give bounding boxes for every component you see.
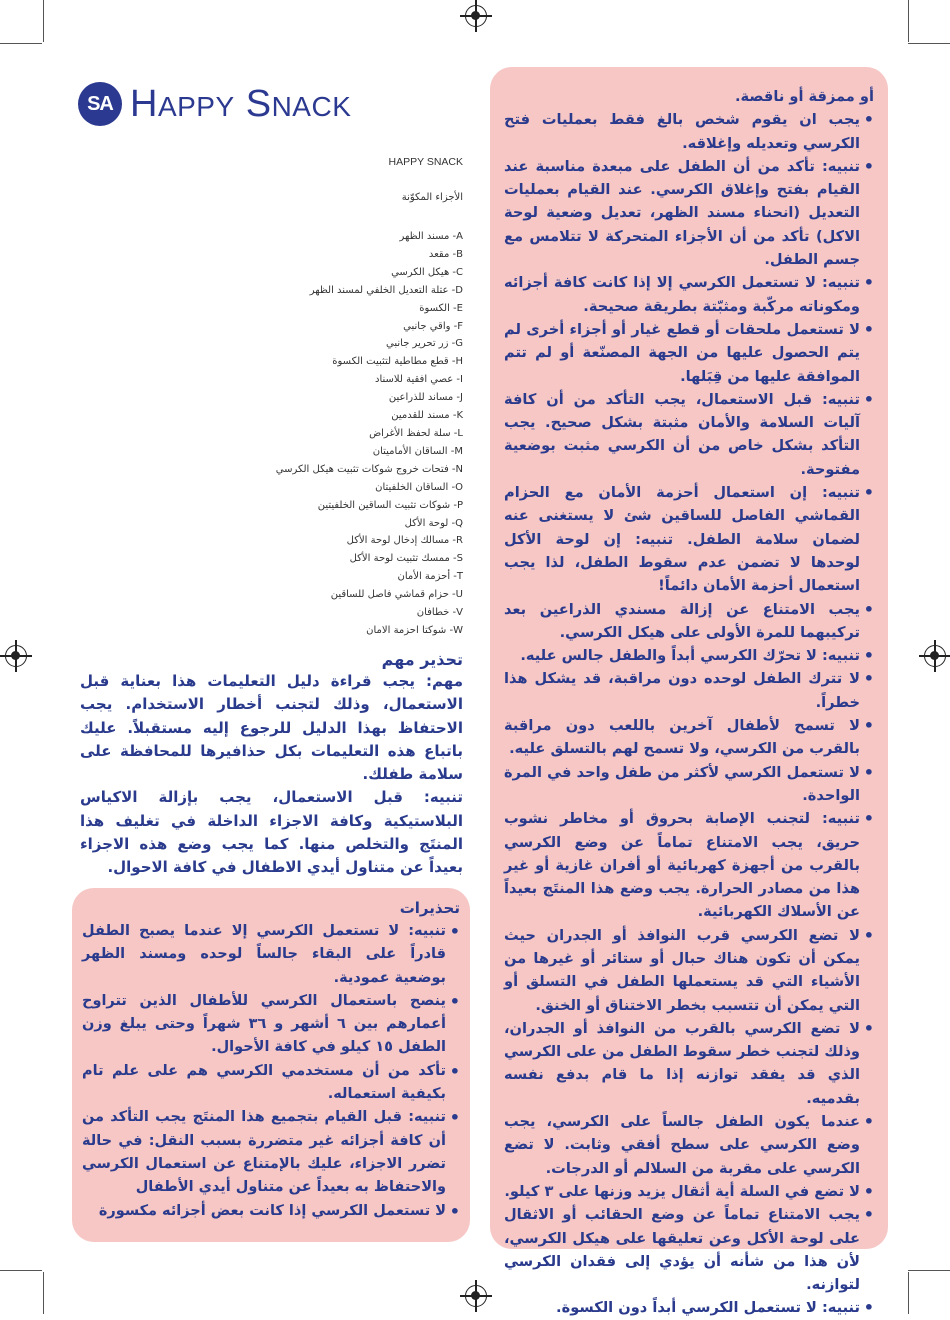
registration-mark-icon	[465, 5, 487, 27]
parts-list-item: U- حزام قماشي فاصل للساقين	[330, 589, 463, 601]
parts-list-item: V- خطافان	[416, 607, 463, 619]
warning-item: • يجب ان يقوم شخص بالغ فقط بعمليات فتح الكرسي وتعديله وإغلاقه.	[504, 108, 874, 155]
registration-mark-icon	[924, 645, 946, 667]
warning-item: • تنبيه: لتجنب الإصابة بحروق أو مخاطر نشوب حريق، يجب الامتناع تماماً عن وضع الكرسي بالقرب من أجهزة كهربائية أو أفران غازية أو غير هذا من مصادر الحرارة. يجب وضع هذا المنتَج بعيداً عن الأسلاك الكهربائية.	[504, 807, 874, 923]
brand-logo	[78, 80, 351, 128]
warning-item: • لا تستعمل الكرسي لأكثر من طفل واحد في المرة الواحدة.	[504, 761, 874, 808]
crop-mark	[908, 1270, 950, 1271]
parts-list-item: H- قطع مطاطية لتثبيت الكسوة	[332, 356, 463, 368]
warning-item: • عندما يكون الطفل جالساً على الكرسي، يجب وضع الكرسي على سطح أفقي وثابت. لا تضع الكرسي على مقربة من السلالم أو الدرجات.	[504, 1110, 874, 1180]
parts-list-item: I- عصي افقية للاسناد	[375, 374, 463, 386]
product-name: HAPPY SNACK	[388, 156, 463, 168]
parts-heading: الأجزاء المكوّنة	[401, 192, 463, 203]
warnings-panel-left	[72, 888, 470, 1242]
crop-mark	[43, 1272, 44, 1314]
parts-list-item: W- شوكتا احزمة الامان	[366, 624, 463, 636]
parts-list-item: R- مسالك إدخال لوحة الأكل	[346, 535, 463, 547]
warning-item: • تأكد من أن مستخدمي الكرسي هم على علم تام بكيفية استعماله.	[82, 1060, 460, 1107]
crop-mark	[0, 43, 42, 44]
warning-item: • لا تستعمل الكرسي إذا كانت بعض أجزائه مكسورة	[82, 1200, 460, 1223]
warning-item: • يجب الامتناع تماماً عن وضع الحقائب أو الاثقال على لوحة الأكل وعن تعليقها على هيكل الكرسي، لأن هذا من شأنه أن يؤدي إلى فقدان الكرسي لتوازنه.	[504, 1203, 874, 1296]
warning-paragraph: مهم: يجب قراءة دليل التعليمات هذا بعناية قبل الاستعمال، وذلك لتجنب أخطار الاستخدام. يجب الاحتفاظ بهذا الدليل للرجوع إليه مستقبلاً. عليك باتباع هذه التعليمات بكل حذافيرها للمحافظة على سلامة طفلك.	[80, 672, 463, 784]
warning-item: • لا تضع الكرسي بالقرب من النوافذ أو الجدران، وذلك لتجنب خطر سقوط الطفل من على الكرسي الذي قد يفقد توازنه إذا ما قام بدفع نفسه بقدميه.	[504, 1017, 874, 1110]
crop-mark	[908, 0, 909, 42]
warning-item: • تنبيه: تأكد من أن الطفل على مبعدة مناسبة عند القيام بفتح وإغلاق الكرسي. عند القيام بعمليات التعديل (انحناء مسند الظهر، تعديل وضعية لوحة الاكل) تأكد من أن الأجزاء المتحركة لا تتلامس مع جسم الطفل.	[504, 155, 874, 271]
important-warning-body	[80, 670, 463, 880]
warning-item: • لا تستعمل ملحقات أو قطع غيار أو أجزاء أخرى لم يتم الحصول عليها من الجهة المصنّعة أو لم تتم الموافقة عليها من قِبَلها.	[504, 318, 874, 388]
parts-list-item: C- هيكل الكرسي	[391, 266, 463, 278]
logo-mark: SA	[78, 82, 122, 126]
warning-item: • ينصح باستعمال الكرسي للأطفال الذين تتراوح أعمارهم بين ٦ أشهر و ٣٦ شهراً وحتى يبلغ وزن الطفل ١٥ كيلو في كافة الأحوال.	[82, 990, 460, 1060]
warning-item: • تنبيه: قبل القيام بتجميع هذا المنتَج يجب التأكد من أن كافة أجزائه غير متضررة بسبب النقل: في حالة تضرر الاجزاء، عليك بالإمتناع عن استعمال الكرسي والاحتفاظ به بعيداً عن متناول أيدي الأطفال	[82, 1106, 460, 1199]
warnings-title: تحذيرات	[399, 899, 460, 917]
warning-item: أو ممزقة أو ناقصة.	[735, 88, 874, 105]
warnings-panel-right	[490, 67, 888, 1317]
crop-mark	[0, 1270, 42, 1271]
parts-list-item: L- سلة لحفظ الأغراض	[369, 427, 463, 439]
warning-item: • لا تترك الطفل لوحده دون مراقبة، قد يشكل هذا خطراً.	[504, 667, 874, 714]
warning-item: • لا تضع الكرسي قرب النوافذ أو الجدران حيث يمكن أن تكون هناك حبال أو ستائر أو غيرها من الأشياء التي قد يستعملها الطفل في التسلق أو التي يمكن أن تتسبب بخطر الاختناق أو الخنق.	[504, 924, 874, 1017]
parts-list-item: F- واقي جانبي	[403, 320, 463, 332]
parts-list-item: G- زر تحرير جانبي	[386, 338, 463, 350]
parts-list-item: O- الساقان الخلفيتان	[375, 481, 463, 493]
warning-item: • تنبيه: قبل الاستعمال، يجب التأكد من أن كافة آليات السلامة والأمان مثبتة بشكل صحيح. يجب التأكد بشكل خاص من أن الكرسي مثبت بوضعية مفتوحة.	[504, 388, 874, 481]
warning-item: • لا تضع في السلة أية أثقال يزيد وزنها على ٣ كيلو.	[504, 1180, 874, 1203]
parts-list-item: D- عتلة التعديل الخلفي لمسند الظهر	[309, 284, 463, 296]
parts-list-item: Q- لوحة الأكل	[404, 517, 463, 529]
parts-list-item: N- فتحات خروج شوكات تثبيت هيكل الكرسي	[275, 463, 463, 475]
important-warning-title: تحذير مهم	[381, 650, 463, 669]
parts-list-item: K- مسند للقدمين	[391, 410, 463, 422]
parts-list-item: M- الساقان الأماميتان	[372, 445, 463, 457]
parts-list-item: B- مقعد	[428, 248, 463, 260]
parts-list	[80, 228, 463, 640]
crop-mark	[43, 0, 44, 42]
warning-item: • تنبيه: لا تستعمل الكرسي إلا عندما يصبح الطفل قادراً على البقاء جالساً لوحده ومسند الظهر بوضعية عمودية.	[82, 920, 460, 990]
warning-item: • تنبيه: إن استعمال أحزمة الأمان مع الحزام القماشي الفاصل للساقين شئ لا يستغنى عنه لضمان سلامة الطفل. تنبيه: إن لوحة الأكل لوحدها لا تضمن عدم سقوط الطفل، لذا يجب استعمال أحزمة الأمان دائماً!	[504, 481, 874, 597]
parts-list-item: S- ممسك تثبيت لوحة الأكل	[349, 553, 463, 565]
parts-list-item: E- الكسوة	[419, 302, 463, 314]
crop-mark	[908, 1272, 909, 1314]
parts-list-item: J- مساند للذراعين	[388, 392, 463, 404]
warning-item: • يجب الامتناع عن إزالة مسندي الذراعين بعد تركيبهما للمرة الأولى على هيكل الكرسي.	[504, 598, 874, 645]
warning-item: • لا تسمح لأطفال آخرين باللعب دون مراقبة بالقرب من الكرسي، ولا تسمح لهم بالتسلق عليه.	[504, 714, 874, 761]
registration-mark-icon	[465, 1285, 487, 1307]
parts-list-item: T- أحزمة الأمان	[397, 571, 463, 583]
warning-paragraph: تنبيه: قبل الاستعمال، يجب بإزالة الاكياس البلاستيكية وكافة الاجزاء الداخلة في تغليف هذا المنتَج والتخلص منها. كما يجب وضع هذه الاجزاء بعيداً عن متناول أيدي الاطفال في كافة الاحوال.	[80, 788, 463, 877]
warning-item: • تنبيه: لا تحرّك الكرسي أبداً والطفل جالس عليه.	[504, 644, 874, 667]
warning-item: • تنبيه: لا تستعمل الكرسي أبداً دون الكسوة.	[504, 1296, 874, 1319]
warning-item: • تنبيه: لا تستعمل الكرسي إلا إذا كانت كافة أجزائه ومكوناته مركّبة ومثبّتة بطريقة صحيحة.	[504, 271, 874, 318]
logo-wordmark: HAPPY SNACK	[130, 82, 352, 125]
parts-list-item: A- مسند الظهر	[399, 231, 463, 242]
crop-mark	[908, 43, 950, 44]
registration-mark-icon	[5, 645, 27, 667]
parts-list-item: P- شوكات تثبيت الساقين الخلفيتين	[317, 499, 463, 511]
